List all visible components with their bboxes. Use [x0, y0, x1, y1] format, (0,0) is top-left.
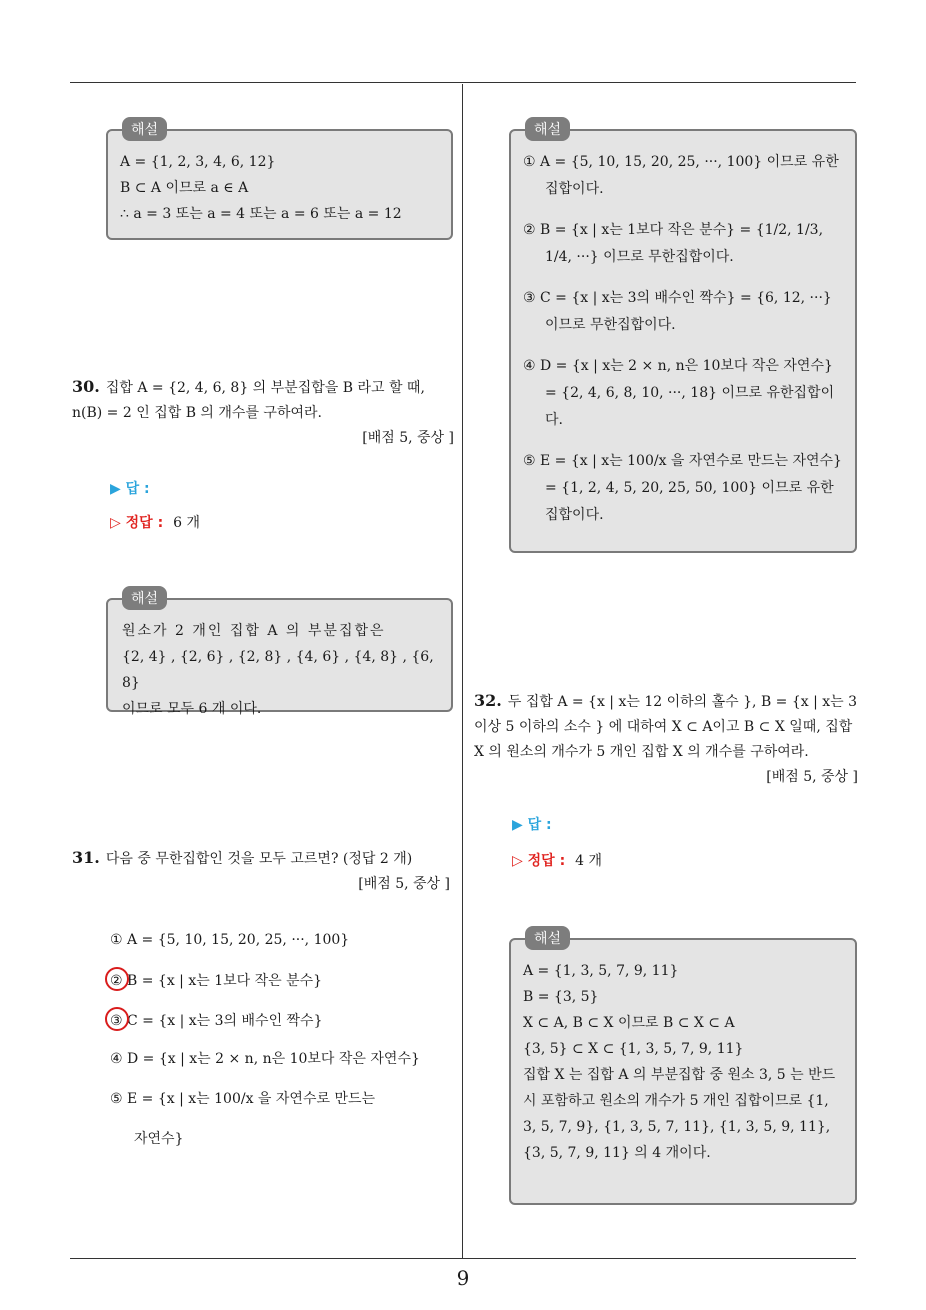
question-number: 31.	[72, 848, 100, 867]
solution-box-31	[509, 122, 857, 553]
question-number: 32.	[474, 691, 502, 710]
column-divider	[462, 84, 463, 1258]
question-text: 두 집합 A = {x | x는 12 이하의 홀수 }, B = {x | x는 3 이상 5 이하의 소수 } 에 대하여 X ⊂ A이고 B ⊂ X 일때, 집합 X 의 원소의 개수가 5 개인 집합 X 의 개수를 구하여라.	[474, 694, 858, 760]
solution-line: ④ D = {x | x는 2 × n, n은 10보다 작은 자연수} = {2, 4, 6, 8, 10, ···, 18} 이므로 유한집합이다.	[523, 358, 835, 428]
solution-line: 원소가 2 개인 집합 A 의 부분집합은	[122, 623, 386, 639]
solution-tag: 해설	[525, 926, 570, 950]
solution-line: ③ C = {x | x는 3의 배수인 짝수} = {6, 12, ···} 이므로 무한집합이다.	[523, 290, 832, 333]
question-text: 집합 A = {2, 4, 6, 8} 의 부분집합을 B 라고 할 때, n(B) = 2 인 집합 B 의 개수를 구하여라.	[72, 380, 425, 421]
solution-line: X ⊂ A, B ⊂ X 이므로 B ⊂ X ⊂ A	[523, 1015, 735, 1031]
solution-line: ⑤ E = {x | x는 100/x 을 자연수로 만드는 자연수} = {1, 2, 4, 5, 20, 25, 50, 100} 이므로 유한집합이다.	[523, 453, 842, 523]
solution-line: ① A = {5, 10, 15, 20, 25, ···, 100} 이므로 유한집합이다.	[523, 154, 839, 197]
solution-box-29	[106, 122, 453, 240]
solution-line: B ⊂ A 이므로 a ∈ A	[120, 180, 249, 196]
selected-mark-2	[105, 967, 129, 991]
question-32	[474, 688, 858, 790]
solution-line: 이므로 모두 6 개 이다.	[122, 701, 262, 717]
solution-line: A = {1, 2, 3, 4, 6, 12}	[120, 154, 276, 170]
solution-line: A = {1, 3, 5, 7, 9, 11}	[523, 963, 679, 979]
correct-value: 4 개	[575, 853, 603, 869]
question-31	[72, 845, 450, 897]
solution-line: B = {3, 5}	[523, 989, 599, 1005]
answer-input-row[interactable]	[110, 478, 150, 498]
selected-mark-3	[105, 1007, 129, 1031]
solution-tag: 해설	[525, 117, 570, 141]
question-meta: [배점 5, 중상 ]	[766, 769, 858, 785]
option-5[interactable]: ⑤ E = {x | x는 100/x 을 자연수로 만드는	[110, 1091, 376, 1107]
page-number: 9	[456, 1266, 470, 1290]
solution-line: {2, 4} , {2, 6} , {2, 8} , {4, 6} , {4, 8} , {6, 8}	[122, 649, 434, 691]
question-meta: [배점 5, 중상 ]	[358, 876, 450, 892]
answer-input-row[interactable]	[512, 814, 552, 834]
question-30	[72, 374, 454, 451]
solution-line: {3, 5} ⊂ X ⊂ {1, 3, 5, 7, 9, 11}	[523, 1041, 744, 1057]
option-4[interactable]: ④ D = {x | x는 2 × n, n은 10보다 작은 자연수}	[110, 1051, 420, 1067]
option-1[interactable]: ① A = {5, 10, 15, 20, 25, ···, 100}	[110, 932, 350, 948]
solution-box-30	[106, 591, 453, 717]
option-3[interactable]: ③ C = {x | x는 3의 배수인 짝수}	[110, 1013, 323, 1029]
solution-line: ∴ a = 3 또는 a = 4 또는 a = 6 또는 a = 12	[120, 206, 402, 222]
correct-answer-row	[512, 850, 602, 870]
correct-label: ▷ 정답 :	[110, 515, 164, 531]
solution-line: ② B = {x | x는 1보다 작은 분수} = {1/2, 1/3, 1/4, ···} 이므로 무한집합이다.	[523, 222, 824, 265]
solution-tag: 해설	[122, 117, 167, 141]
question-meta: [배점 5, 중상 ]	[362, 430, 454, 446]
option-2[interactable]: ② B = {x | x는 1보다 작은 분수}	[110, 973, 323, 989]
answer-label: ▶ 답 :	[512, 817, 552, 833]
answer-label: ▶ 답 :	[110, 481, 150, 497]
correct-value: 6 개	[173, 515, 201, 531]
question-text: 다음 중 무한집합인 것을 모두 고르면? (정답 2 개)	[105, 851, 413, 867]
bottom-rule	[70, 1258, 856, 1259]
solution-tag: 해설	[122, 586, 167, 610]
option-5-continued: 자연수}	[134, 1131, 184, 1147]
solution-line: 집합 X 는 집합 A 의 부분집합 중 원소 3, 5 는 반드시 포함하고 원소의 개수가 5 개인 집합이므로 {1, 3, 5, 7, 9}, {1, 3, 5, 7, 11}, {1, 3, 5, 9, 11}, {3, 5, 7, 9, 11} 의 4 개이다.	[523, 1067, 836, 1161]
question-number: 30.	[72, 377, 100, 396]
correct-label: ▷ 정답 :	[512, 853, 566, 869]
solution-box-32	[509, 931, 857, 1205]
top-rule	[70, 82, 856, 83]
correct-answer-row	[110, 512, 200, 532]
